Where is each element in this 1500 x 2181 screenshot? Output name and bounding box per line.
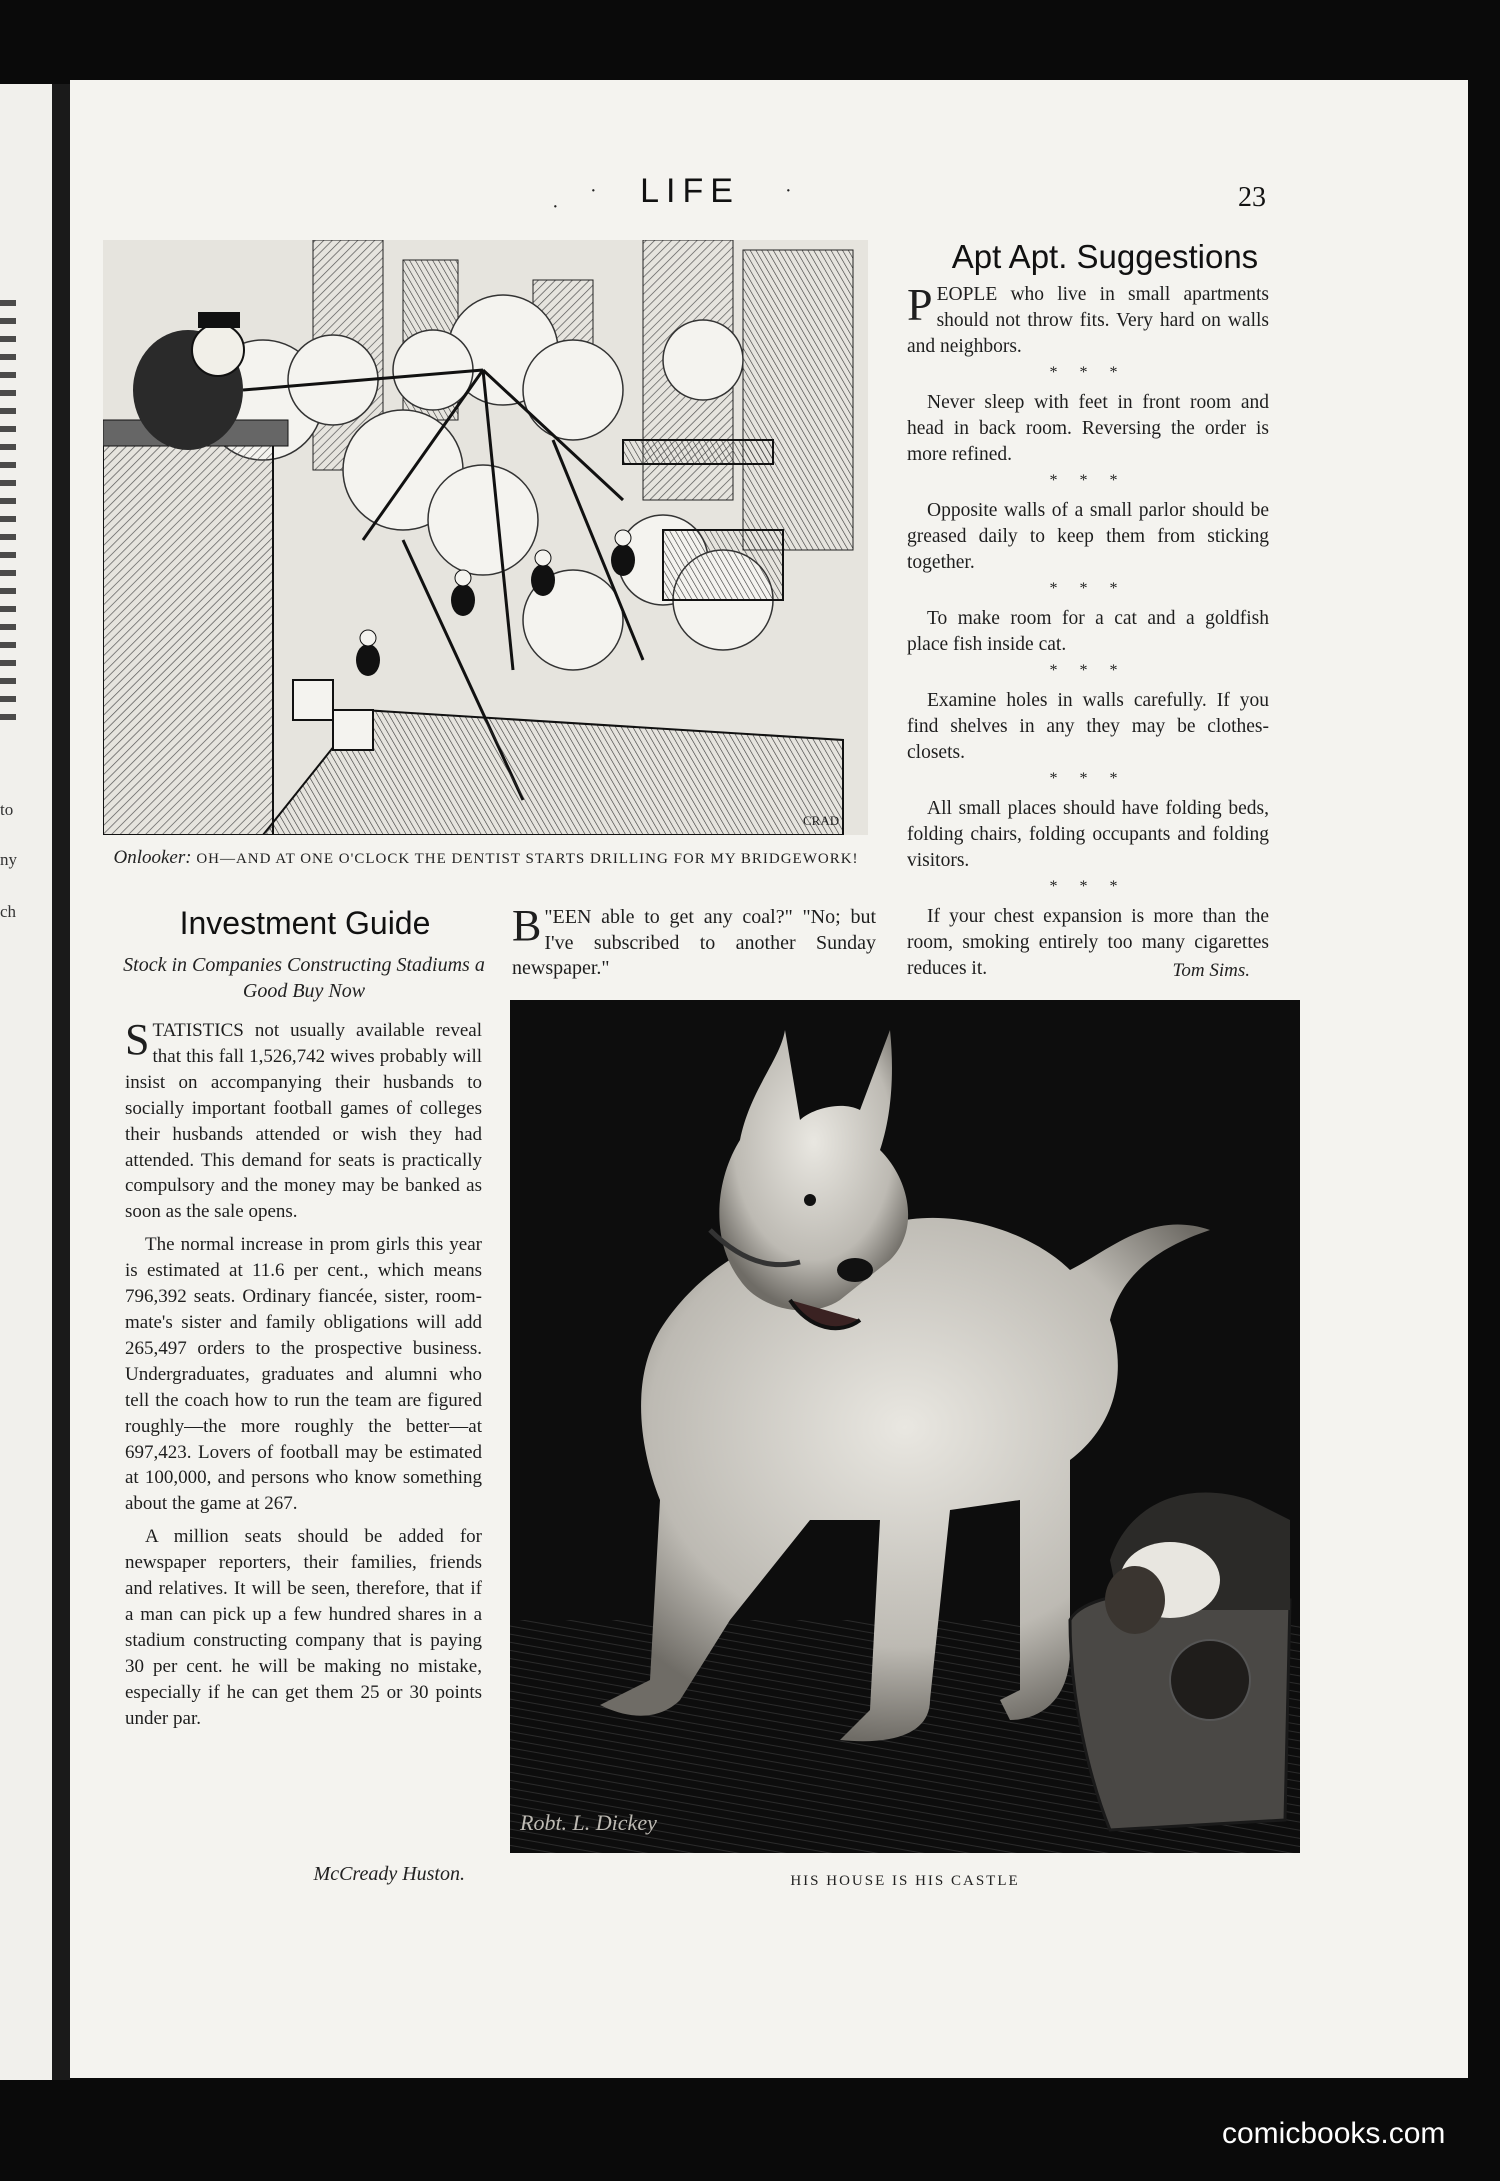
- section-stars: * * *: [1049, 472, 1127, 489]
- masthead-title: LIFE: [640, 172, 740, 210]
- investment-guide-body: [125, 1015, 482, 1738]
- apt-byline: Tom Sims.: [1172, 960, 1250, 981]
- cartoon-drawing: [103, 240, 868, 835]
- photo-signature: Robt. L. Dickey: [520, 1810, 657, 1835]
- drop-cap: S: [125, 1015, 150, 1064]
- open-quote: ": [544, 906, 553, 928]
- photo-caption: HIS HOUSE IS HIS CASTLE: [790, 1873, 1020, 1889]
- facing-page-fragment: ch: [0, 902, 17, 921]
- ornament-dot: ·: [552, 196, 559, 218]
- section-stars: * * *: [1049, 364, 1127, 381]
- apt-paragraph: Never sleep with feet in front room and head in back room. Reversing the order is more refined.: [907, 392, 1269, 465]
- section-stars: * * *: [1049, 770, 1127, 787]
- apt-paragraph: Examine holes in walls carefully. If you find shelves in any they may be clothes-closets.: [907, 690, 1269, 763]
- investment-paragraph: The normal increase in prom girls this year is estimated at 11.6 per cent., which means 796,392 seats. Ordinary fiancée, sister, room-mate's sister and family obligations will add 265,497 orders to the prospective business. Undergraduates, graduates and alumni who tell the coach how to run the team are figured roughly—the more roughly the better—at 697,423. Lovers of football may be estimated at 100,000, and persons who know something about the game at 267.: [125, 1234, 482, 1515]
- construction-cartoon-illustration: [103, 240, 868, 835]
- coal-question: EEN able to get any coal?": [552, 906, 793, 928]
- section-stars: * * *: [1049, 878, 1127, 895]
- apt-paragraph: If your chest expansion is more than the room, smoking entirely too many cigarettes reduces it.: [907, 906, 1269, 979]
- drop-cap: P: [907, 279, 933, 330]
- investment-guide-subtitle: Stock in Companies Constructing Stadiums a Good Buy Now: [123, 954, 485, 1002]
- source-watermark: comicbooks.com: [1222, 2117, 1446, 2150]
- apt-paragraph: To make room for a cat and a goldfish place fish inside cat.: [907, 608, 1269, 655]
- investment-paragraph: A million seats should be added for newspaper reporters, their families, friends and relatives. It will be seen, therefore, that if a man can pick up a few hundred shares in a stadium constructing company that is paying 30 per cent. he will be making no mistake, especially if he can get them 25 or 30 points under par.: [125, 1526, 482, 1729]
- coal-answer: "No; but I've subscribed to another Sunday newspaper.": [512, 906, 876, 979]
- section-stars: * * *: [1049, 662, 1127, 679]
- apt-suggestions-title: Apt Apt. Suggestions: [951, 238, 1259, 275]
- facing-page-fragment: to: [0, 800, 14, 819]
- dog-drawing: [510, 1000, 1300, 1853]
- page-number: 23: [1238, 182, 1266, 213]
- ornament-dot: ·: [785, 180, 792, 202]
- cartoon-signature: CRAD: [803, 813, 840, 828]
- caption-speaker: Onlooker:: [113, 847, 192, 868]
- investment-guide-title: Investment Guide: [179, 905, 431, 941]
- cartoon-caption: [110, 848, 862, 869]
- apt-paragraph: Opposite walls of a small parlor should be greased daily to keep them from sticking together.: [907, 500, 1269, 573]
- coal-joke: [512, 901, 876, 982]
- apt-paragraph: EOPLE who live in small apartments should not throw fits. Very hard on walls and neighbors.: [907, 284, 1269, 357]
- dog-photo-illustration: [510, 1000, 1300, 1853]
- apt-paragraph: All small places should have folding beds, folding chairs, folding occupants and folding visitors.: [907, 798, 1269, 871]
- investment-byline: McCready Huston.: [313, 1863, 465, 1885]
- facing-page-text-marks: [0, 300, 16, 720]
- caption-text: OH—AND AT ONE O'CLOCK THE DENTIST STARTS DRILLING FOR MY BRIDGEWORK!: [196, 851, 859, 867]
- facing-page-fragment: ny: [0, 850, 17, 869]
- section-stars: * * *: [1049, 580, 1127, 597]
- apt-suggestions-body: [907, 279, 1269, 986]
- page-gutter: [52, 84, 70, 2080]
- drop-cap: B: [512, 901, 542, 950]
- ornament-dot: ·: [590, 180, 597, 202]
- investment-paragraph: TATISTICS not usually available reveal that this fall 1,526,742 wives probably will insist on accompanying their husbands to socially important football games of colleges their husbands attended or wish they had attended. This demand for seats is practically compulsory and the money may be banked as soon as the sale opens.: [125, 1020, 482, 1223]
